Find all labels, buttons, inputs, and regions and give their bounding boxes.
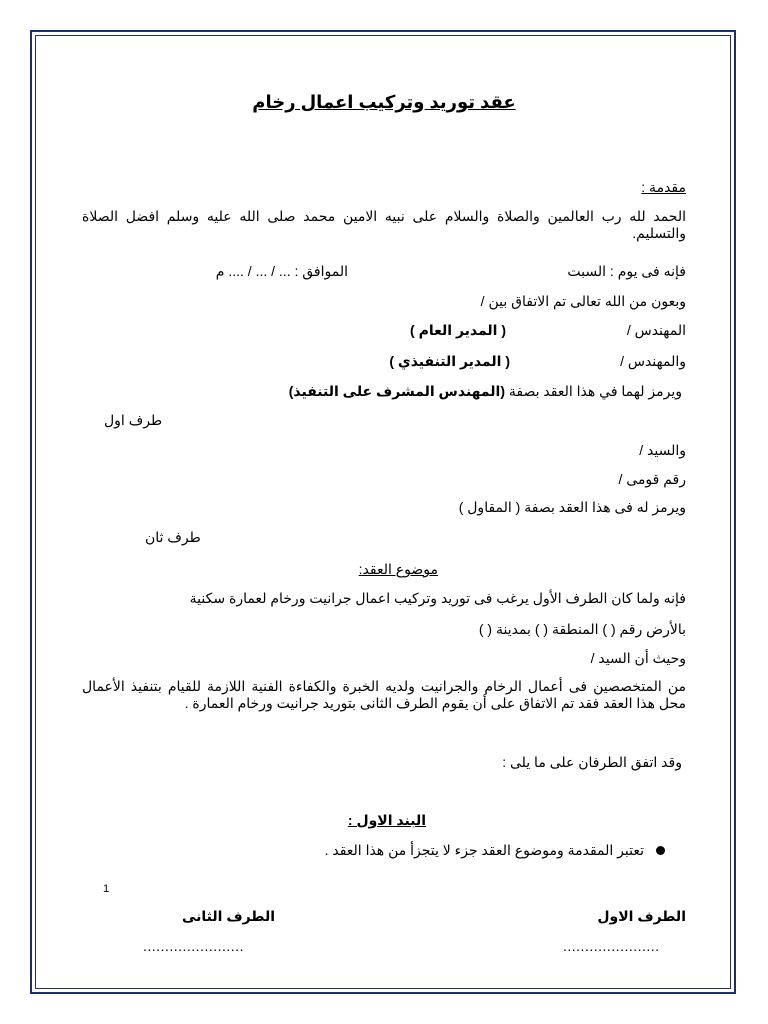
land-number: بالأرض رقم ( ) [602,621,686,637]
city-field: بمدينة ( ) [478,621,531,637]
subject-line-1: فإنه ولما كان الطرف الأول يرغب فى توريد وتركيب اعمال جرانيت ورخام لعمارة سكنية [189,590,686,606]
intro-heading: مقدمة : [641,179,686,195]
date-day: فإنه فى يوم : السبت [567,263,686,279]
first-party-symbol [289,382,682,400]
id-number-line: رقم قومى / [618,471,686,487]
bullet-icon [656,846,665,855]
subject-line-3: وحيث أن السيد / [590,650,686,666]
engineer-1-role: ( المدير العام ) [410,322,506,338]
subject-heading: موضوع العقد: [358,561,438,577]
subject-line-2 [479,620,686,638]
first-party-symbol-bold: (المهندس المشرف على التنفيذ) [288,383,506,399]
signature-second-party-line: ....................... [143,938,244,954]
engineer-2-role: ( المدير التنفيذي ) [389,353,510,369]
mr-line: والسيد / [639,442,686,458]
area-field: المنطقة ( ) [534,621,599,637]
agreement-line: وبعون من الله تعالى تم الاتفاق بين / [480,293,686,309]
clause-1-text: تعتبر المقدمة وموضوع العقد جزء لا يتجزأ من هذا العقد . [324,842,644,858]
second-party-symbol: ويرمز له فى هذا العقد بصفة ( المقاول ) [458,499,686,515]
signature-second-party-label: الطرف الثانى [182,908,276,924]
first-party-tag: طرف اول [104,412,163,428]
first-party-symbol-text: ويرمز لهما في هذا العقد بصفة [508,383,682,399]
agreed-line: وقد اتفق الطرفان على ما يلى : [502,754,682,770]
engineer-1-label: المهندس / [626,322,686,338]
engineer-2-label: والمهندس / [620,353,686,369]
subject-paragraph: من المتخصصين فى أعمال الرخام والجرانيت ولديه الخبرة والكفاءة الفنية اللازمة للقيام بتنفيذ الأعمال محل هذا العقد فقد تم الاتفاق على أن يقوم الطرف الثانى بتوريد جرانيت ورخام العمارة . [82,678,686,711]
signature-first-party-line: ...................... [563,938,660,954]
page-number: 1 [103,883,110,895]
date-value: الموافق : ... / ... / .... م [215,263,348,279]
document-title: عقد توريد وتركيب اعمال رخام [252,92,516,112]
signature-first-party-label: الطرف الاول [597,908,686,924]
intro-paragraph: الحمد لله رب العالمين والصلاة والسلام على نبيه الامين محمد صلى الله عليه وسلم افضل الصلاة والتسليم. [82,208,686,241]
clause-1-heading: البند الاول : [347,812,426,828]
second-party-tag: طرف ثان [145,529,201,545]
